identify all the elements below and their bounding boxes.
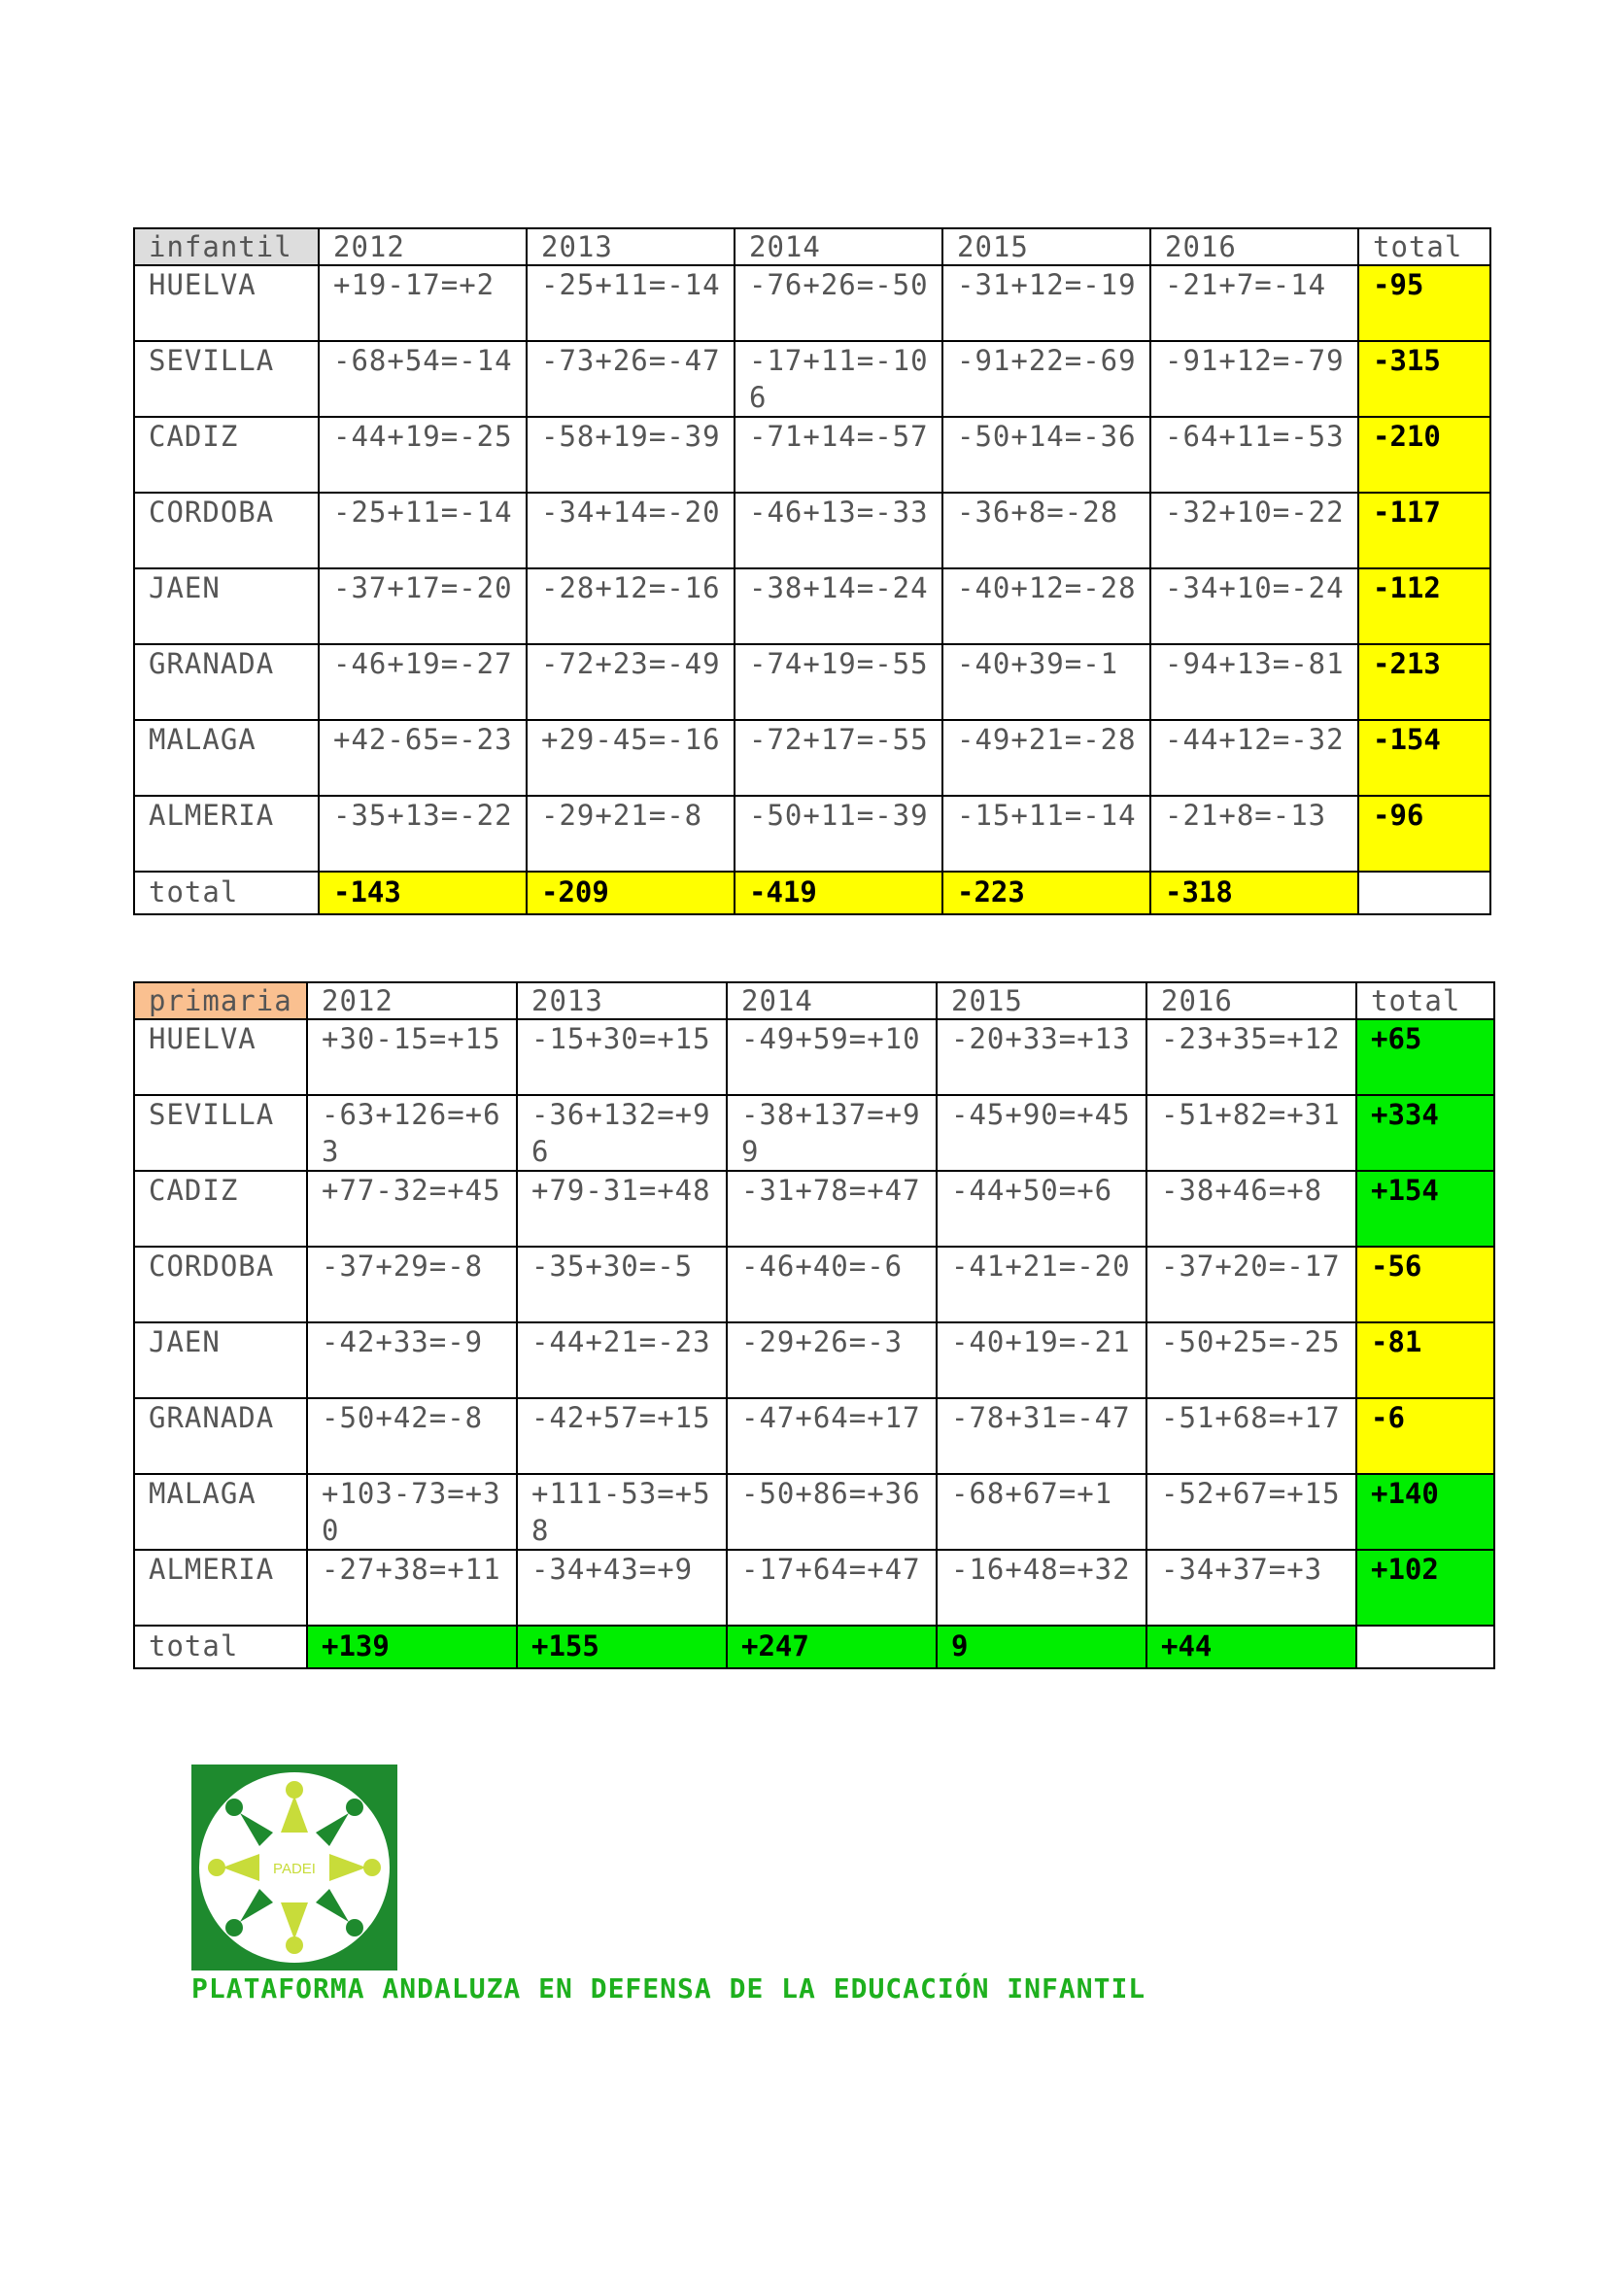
year-total: +44 [1146,1626,1356,1668]
year-header: 2016 [1150,228,1358,265]
table-row [134,1095,1494,1171]
row-total: -56 [1356,1247,1494,1322]
row-total: +65 [1356,1019,1494,1095]
year-cell: -49+59=+10 [727,1019,937,1095]
year-cell: -47+64=+17 [727,1398,937,1474]
year-cell: -16+48=+32 [937,1550,1146,1626]
year-cell: -27+38=+11 [307,1550,517,1626]
year-cell: -29+21=-8 [527,796,735,872]
year-cell: -73+26=-47 [527,341,735,417]
year-cell: -35+30=-5 [517,1247,727,1322]
year-cell: -40+39=-1 [942,644,1150,720]
table-row [134,796,1490,872]
infantil-totals-row [134,872,1490,914]
year-total: -419 [735,872,942,914]
province-name: CORDOBA [134,493,319,568]
province-name: MALAGA [134,720,319,796]
year-cell: -36+132=+96 [517,1095,727,1171]
year-cell: -58+19=-39 [527,417,735,493]
table-row [134,1171,1494,1247]
year-cell: -37+20=-17 [1146,1247,1356,1322]
year-cell: -21+8=-13 [1150,796,1358,872]
year-cell: -91+22=-69 [942,341,1150,417]
table-row [134,568,1490,644]
year-cell: -38+46=+8 [1146,1171,1356,1247]
table-row [134,644,1490,720]
year-total: +247 [727,1626,937,1668]
year-cell: -50+25=-25 [1146,1322,1356,1398]
province-name: ALMERIA [134,1550,307,1626]
empty-cell [1358,872,1490,914]
year-cell: +29-45=-16 [527,720,735,796]
year-header: 2016 [1146,982,1356,1019]
province-name: HUELVA [134,265,319,341]
year-cell: -63+126=+63 [307,1095,517,1171]
year-cell: -35+13=-22 [319,796,527,872]
province-name: GRANADA [134,644,319,720]
year-cell: +79-31=+48 [517,1171,727,1247]
table-row [134,493,1490,568]
year-cell: -38+14=-24 [735,568,942,644]
year-header: 2013 [527,228,735,265]
year-cell: -15+30=+15 [517,1019,727,1095]
year-cell: -23+35=+12 [1146,1019,1356,1095]
padei-logo-icon [191,1765,397,1970]
year-cell: -78+31=-47 [937,1398,1146,1474]
year-cell: -46+13=-33 [735,493,942,568]
year-cell: -38+137=+99 [727,1095,937,1171]
row-total: -96 [1358,796,1490,872]
row-total: +102 [1356,1550,1494,1626]
row-total: -117 [1358,493,1490,568]
year-cell: -37+29=-8 [307,1247,517,1322]
year-cell: -71+14=-57 [735,417,942,493]
year-cell: -28+12=-16 [527,568,735,644]
table-row [134,720,1490,796]
table-row [134,1247,1494,1322]
year-header: 2015 [937,982,1146,1019]
year-cell: -42+33=-9 [307,1322,517,1398]
year-cell: -34+43=+9 [517,1550,727,1626]
year-cell: +19-17=+2 [319,265,527,341]
year-cell: -51+68=+17 [1146,1398,1356,1474]
table-row [134,1474,1494,1550]
year-cell: -36+8=-28 [942,493,1150,568]
year-cell: -76+26=-50 [735,265,942,341]
year-cell: +77-32=+45 [307,1171,517,1247]
province-name: SEVILLA [134,1095,307,1171]
year-total: -209 [527,872,735,914]
year-cell: -50+11=-39 [735,796,942,872]
year-cell: -91+12=-79 [1150,341,1358,417]
year-cell: -32+10=-22 [1150,493,1358,568]
year-cell: -34+37=+3 [1146,1550,1356,1626]
primaria-header-row [134,982,1494,1019]
year-cell: -50+14=-36 [942,417,1150,493]
year-cell: -68+67=+1 [937,1474,1146,1550]
year-header: 2014 [735,228,942,265]
infantil-table [133,227,1491,915]
year-cell: -17+11=-106 [735,341,942,417]
row-total: -315 [1358,341,1490,417]
row-total: -112 [1358,568,1490,644]
year-total: 9 [937,1626,1146,1668]
year-cell: -50+42=-8 [307,1398,517,1474]
infantil-header-row [134,228,1490,265]
primaria-table [133,981,1495,1669]
year-cell: -17+64=+47 [727,1550,937,1626]
year-header: 2012 [319,228,527,265]
year-cell: -41+21=-20 [937,1247,1146,1322]
year-cell: -40+19=-21 [937,1322,1146,1398]
primaria-totals-row [134,1626,1494,1668]
province-name: JAEN [134,568,319,644]
row-total: -210 [1358,417,1490,493]
year-header: 2012 [307,982,517,1019]
year-cell: -37+17=-20 [319,568,527,644]
row-total: +140 [1356,1474,1494,1550]
province-name: HUELVA [134,1019,307,1095]
year-cell: -31+78=+47 [727,1171,937,1247]
year-cell: +30-15=+15 [307,1019,517,1095]
slogan: PLATAFORMA ANDALUZA EN DEFENSA DE LA EDUCACIÓN INFANTIL [191,1972,1146,2005]
row-total: +334 [1356,1095,1494,1171]
year-cell: -44+21=-23 [517,1322,727,1398]
year-cell: -21+7=-14 [1150,265,1358,341]
totals-label: total [134,1626,307,1668]
row-total: -154 [1358,720,1490,796]
year-cell: -68+54=-14 [319,341,527,417]
year-cell: -46+40=-6 [727,1247,937,1322]
province-name: GRANADA [134,1398,307,1474]
year-cell: +111-53=+58 [517,1474,727,1550]
row-total: +154 [1356,1171,1494,1247]
table-row [134,1322,1494,1398]
logo-text: PADEI [273,1861,316,1877]
row-total: -213 [1358,644,1490,720]
year-cell: -46+19=-27 [319,644,527,720]
year-cell: -72+17=-55 [735,720,942,796]
row-total: -95 [1358,265,1490,341]
year-header: 2013 [517,982,727,1019]
year-cell: -31+12=-19 [942,265,1150,341]
year-cell: -49+21=-28 [942,720,1150,796]
year-cell: -45+90=+45 [937,1095,1146,1171]
year-header: 2015 [942,228,1150,265]
year-total: -223 [942,872,1150,914]
year-cell: -44+12=-32 [1150,720,1358,796]
province-name: ALMERIA [134,796,319,872]
year-cell: -72+23=-49 [527,644,735,720]
year-cell: -15+11=-14 [942,796,1150,872]
province-name: JAEN [134,1322,307,1398]
year-cell: -42+57=+15 [517,1398,727,1474]
year-header: 2014 [727,982,937,1019]
table-row [134,341,1490,417]
year-cell: -34+10=-24 [1150,568,1358,644]
year-total: +155 [517,1626,727,1668]
year-total: -143 [319,872,527,914]
year-cell: -25+11=-14 [527,265,735,341]
row-total: -81 [1356,1322,1494,1398]
table-row [134,1550,1494,1626]
year-cell: -51+82=+31 [1146,1095,1356,1171]
year-cell: +42-65=-23 [319,720,527,796]
year-cell: -25+11=-14 [319,493,527,568]
year-cell: -29+26=-3 [727,1322,937,1398]
year-cell: -34+14=-20 [527,493,735,568]
primaria-label-cell: primaria [134,982,307,1019]
infantil-label-cell: infantil [134,228,319,265]
total-header: total [1356,982,1494,1019]
table-row [134,417,1490,493]
year-cell: -64+11=-53 [1150,417,1358,493]
province-name: CADIZ [134,417,319,493]
table-row [134,1019,1494,1095]
year-cell: -52+67=+15 [1146,1474,1356,1550]
total-header: total [1358,228,1490,265]
table-row [134,1398,1494,1474]
year-cell: -44+50=+6 [937,1171,1146,1247]
year-total: -318 [1150,872,1358,914]
empty-cell [1356,1626,1494,1668]
year-cell: -44+19=-25 [319,417,527,493]
year-cell: +103-73=+30 [307,1474,517,1550]
province-name: MALAGA [134,1474,307,1550]
totals-label: total [134,872,319,914]
province-name: CORDOBA [134,1247,307,1322]
year-cell: -94+13=-81 [1150,644,1358,720]
year-cell: -50+86=+36 [727,1474,937,1550]
province-name: CADIZ [134,1171,307,1247]
year-cell: -20+33=+13 [937,1019,1146,1095]
row-total: -6 [1356,1398,1494,1474]
padei-logo [191,1765,397,1970]
year-cell: -40+12=-28 [942,568,1150,644]
year-total: +139 [307,1626,517,1668]
table-row [134,265,1490,341]
year-cell: -74+19=-55 [735,644,942,720]
province-name: SEVILLA [134,341,319,417]
